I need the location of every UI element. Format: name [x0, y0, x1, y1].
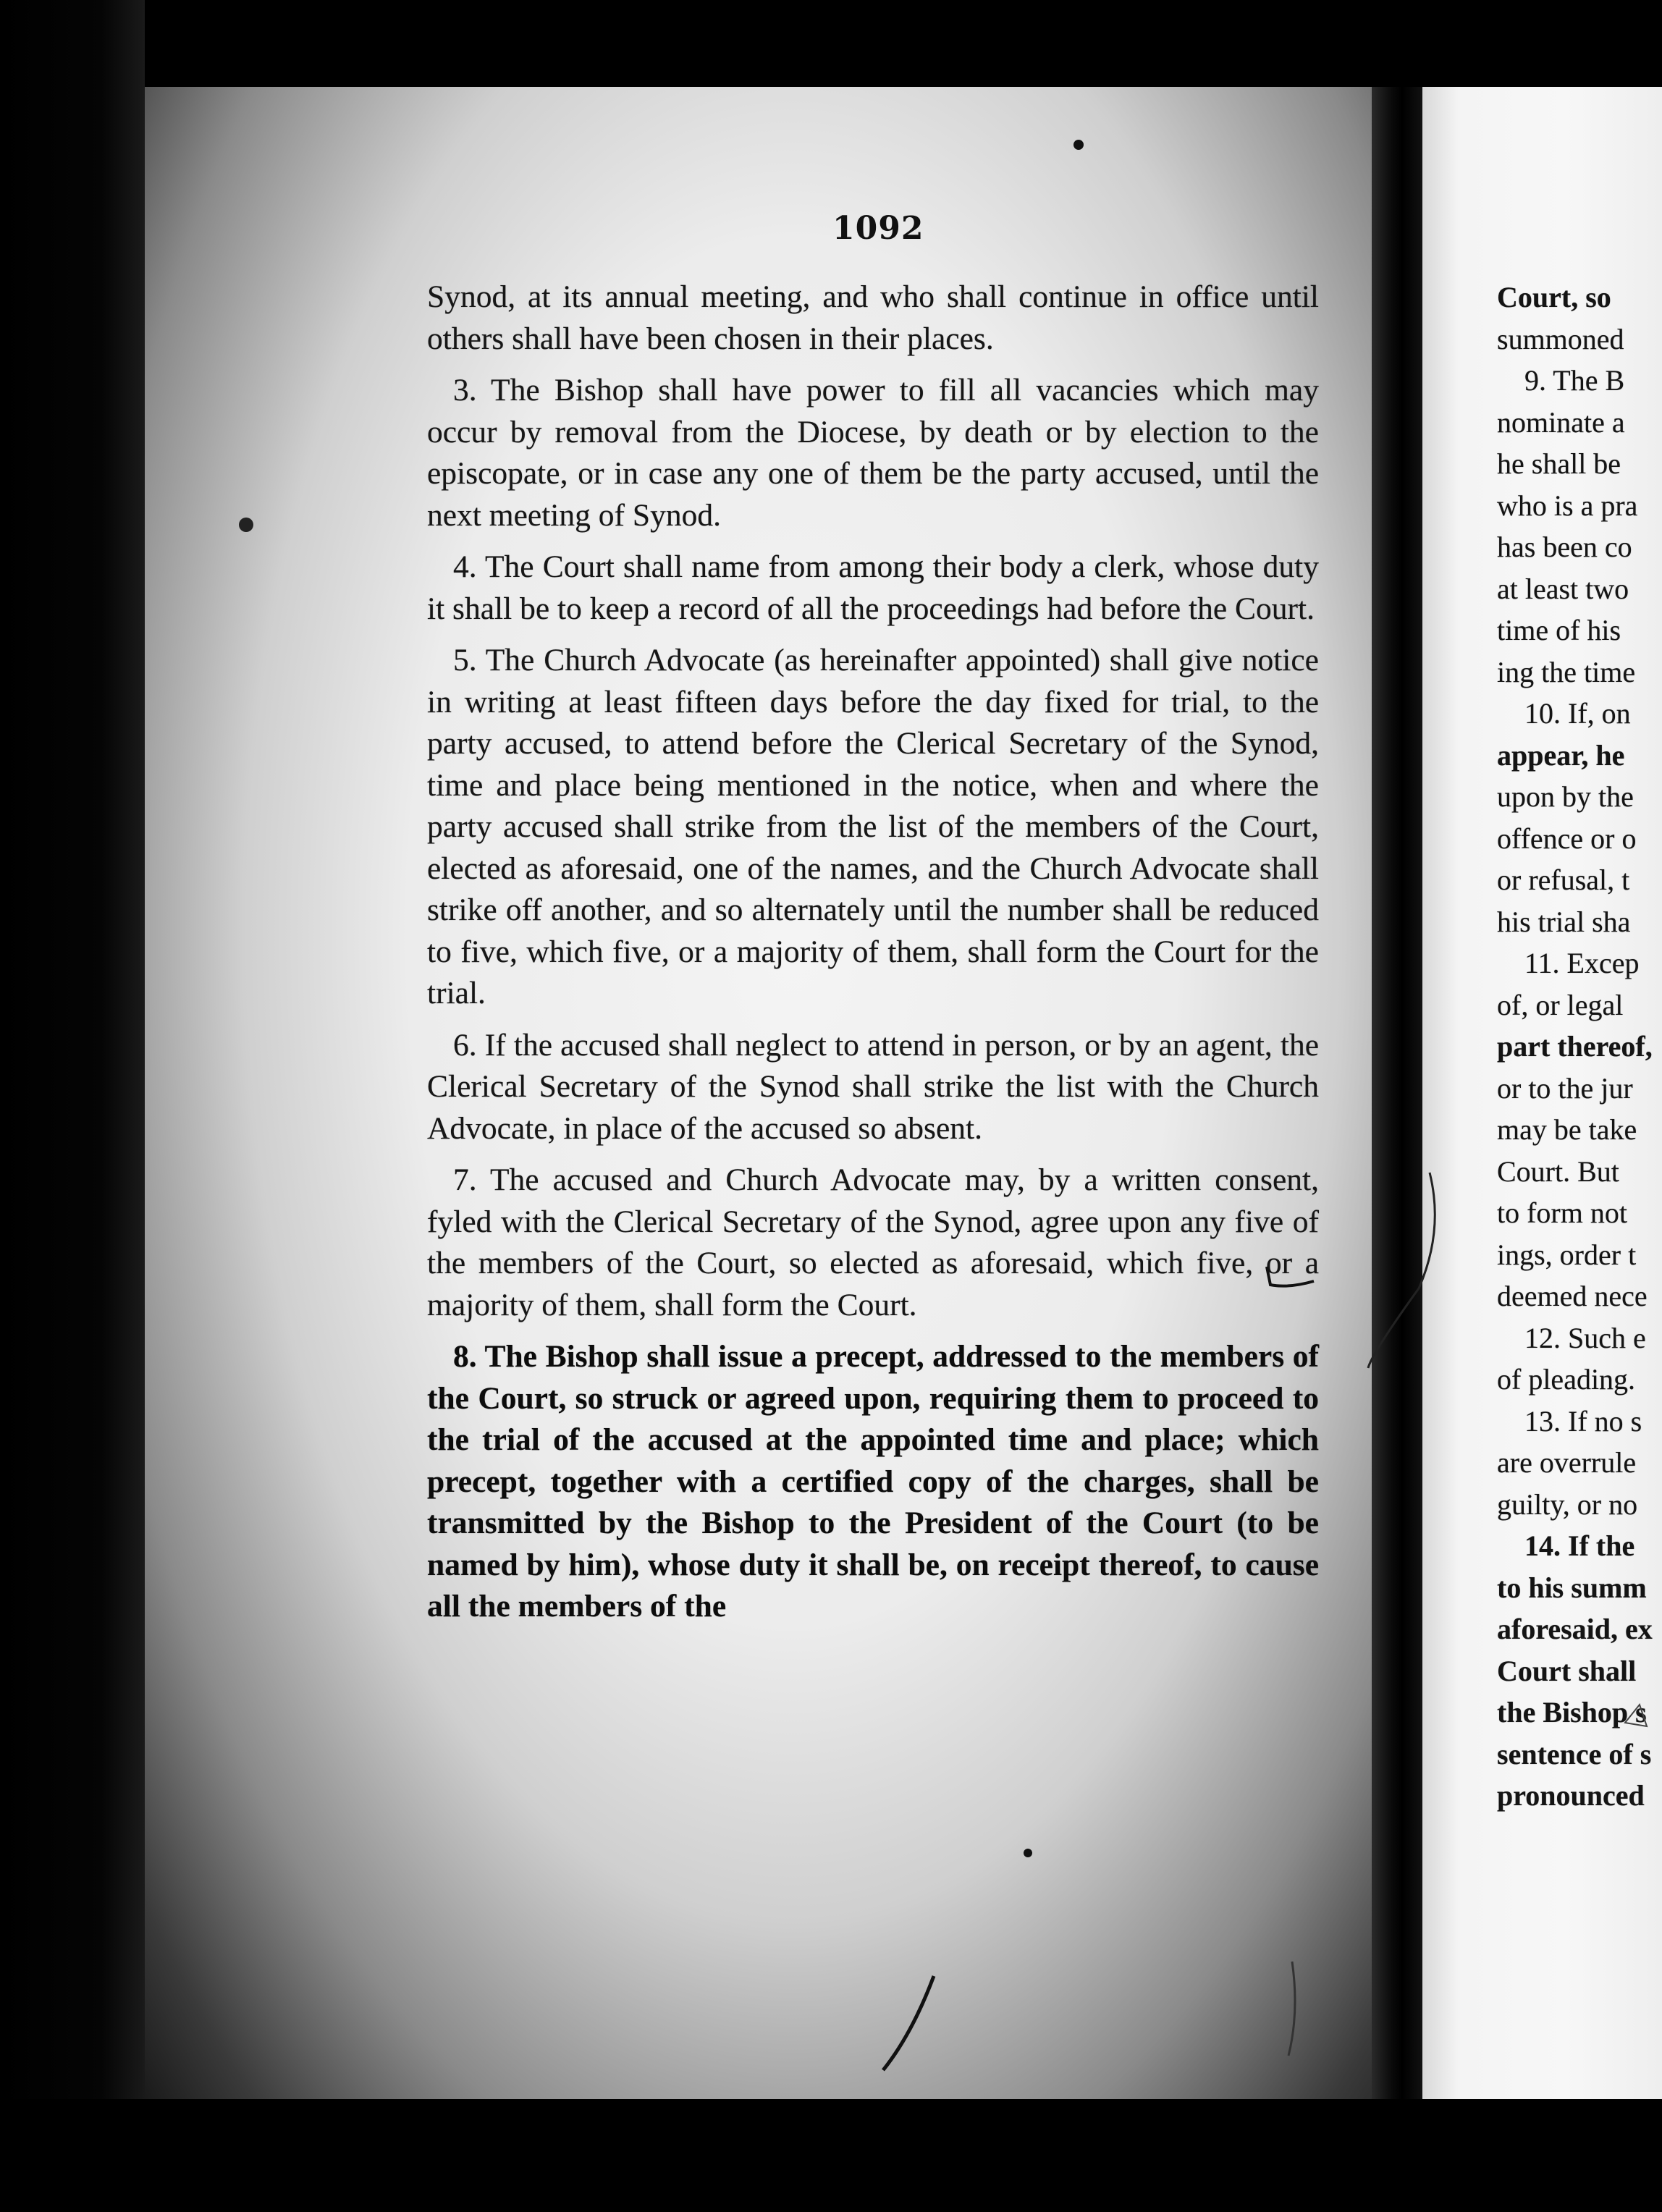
- right-line: has been co: [1497, 531, 1632, 563]
- film-border-bottom: [0, 2099, 1662, 2212]
- right-page-text: [1497, 276, 1662, 1817]
- right-line: pronounced: [1497, 1779, 1645, 1812]
- right-line: of pleading.: [1497, 1363, 1636, 1396]
- right-line: 13. If no s: [1524, 1404, 1642, 1438]
- right-line: his trial sha: [1497, 905, 1631, 938]
- right-line: who is a pra: [1497, 489, 1638, 522]
- right-line: to form not: [1497, 1196, 1627, 1229]
- paragraph-6: 6. If the accused shall neglect to attend in person, or by an agent, the Clerical Secretary of the Synod shall strike the list with the Church Advocate, in place of the accused so absent.: [427, 1027, 1319, 1146]
- right-line: ing the time: [1497, 655, 1636, 688]
- right-line: Court shall: [1497, 1654, 1637, 1687]
- right-line: sentence of s: [1497, 1737, 1652, 1770]
- film-border-left: [0, 0, 145, 2212]
- paragraph-4: 4. The Court shall name from among their body a clerk, whose duty it shall be to keep a record of all the proceedings had before the Court.: [427, 549, 1319, 626]
- right-line: or refusal, t: [1497, 864, 1630, 896]
- right-line: 10. If, on: [1524, 697, 1631, 730]
- right-line: may be take: [1497, 1113, 1637, 1146]
- right-line: part thereof,: [1497, 1030, 1653, 1063]
- page-number: 1092: [832, 210, 924, 247]
- film-border-top: [0, 0, 1662, 87]
- right-line: 9. The B: [1524, 364, 1625, 397]
- paragraph-continued: Synod, at its annual meeting, and who shall continue in office until others shall have been chosen in their places.: [427, 279, 1319, 356]
- right-line: offence or o: [1497, 822, 1637, 855]
- right-line: at least two: [1497, 572, 1629, 605]
- right-line: Court. But: [1497, 1154, 1619, 1188]
- right-line: ings, order t: [1497, 1238, 1637, 1271]
- right-line: of, or legal: [1497, 988, 1624, 1021]
- right-line: to his summ: [1497, 1571, 1647, 1604]
- right-line: time of his: [1497, 614, 1621, 646]
- right-line: upon by the: [1497, 780, 1634, 813]
- right-line: appear, he: [1497, 738, 1625, 772]
- right-line: summoned: [1497, 322, 1624, 355]
- right-line: are overrule: [1497, 1446, 1637, 1479]
- right-line: 11. Excep: [1524, 947, 1640, 979]
- right-line: he shall be: [1497, 447, 1621, 480]
- right-line: Court, so: [1497, 281, 1611, 313]
- right-line: deemed nece: [1497, 1280, 1648, 1312]
- right-line: aforesaid, ex: [1497, 1613, 1653, 1645]
- right-line: 14. If the: [1524, 1529, 1635, 1562]
- right-line: 12. Such e: [1524, 1321, 1646, 1354]
- right-line: nominate a: [1497, 405, 1625, 439]
- paragraph-3: 3. The Bishop shall have power to fill all vacancies which may occur by removal from the Diocese, by death or by election to the episcopate, or in case any one of them be the party accused, until the next meeting of Synod.: [427, 373, 1319, 533]
- left-page-text: [427, 276, 1319, 1638]
- right-line: the Bishop s: [1497, 1696, 1647, 1728]
- right-line: or to the jur: [1497, 1071, 1633, 1105]
- right-line: guilty, or no: [1497, 1487, 1638, 1521]
- book-gutter: [1372, 87, 1422, 2106]
- paragraph-8: 8. The Bishop shall issue a precept, addressed to the members of the Court, so struck or agreed upon, requiring them to proceed to the trial of the accused at the appointed time and place; which precept, together with a certified copy of the charges, shall be transmitted by the Bishop to the President of the Court (to be named by him), whose duty it shall be, on receipt thereof, to cause all the members of the: [427, 1339, 1319, 1624]
- paragraph-7: 7. The accused and Church Advocate may, by a written consent, fyled with the Clerical Secretary of the Synod, agree upon any five of the members of the Court, so elected as aforesaid, which five, or a majority of them, shall form the Court.: [427, 1162, 1319, 1322]
- paragraph-5: 5. The Church Advocate (as hereinafter appointed) shall give notice in writing at least fifteen days before the day fixed for trial, to the party accused, to attend before the Clerical Secretary of the Synod, time and place being mentioned in the notice, when and where the party accused shall strike from the list of the members of the Court, elected as aforesaid, one of the names, and the Church Advocate shall strike off another, and so alternately until the number shall be reduced to five, which five, or a majority of them, shall form the Court for the trial.: [427, 643, 1319, 1010]
